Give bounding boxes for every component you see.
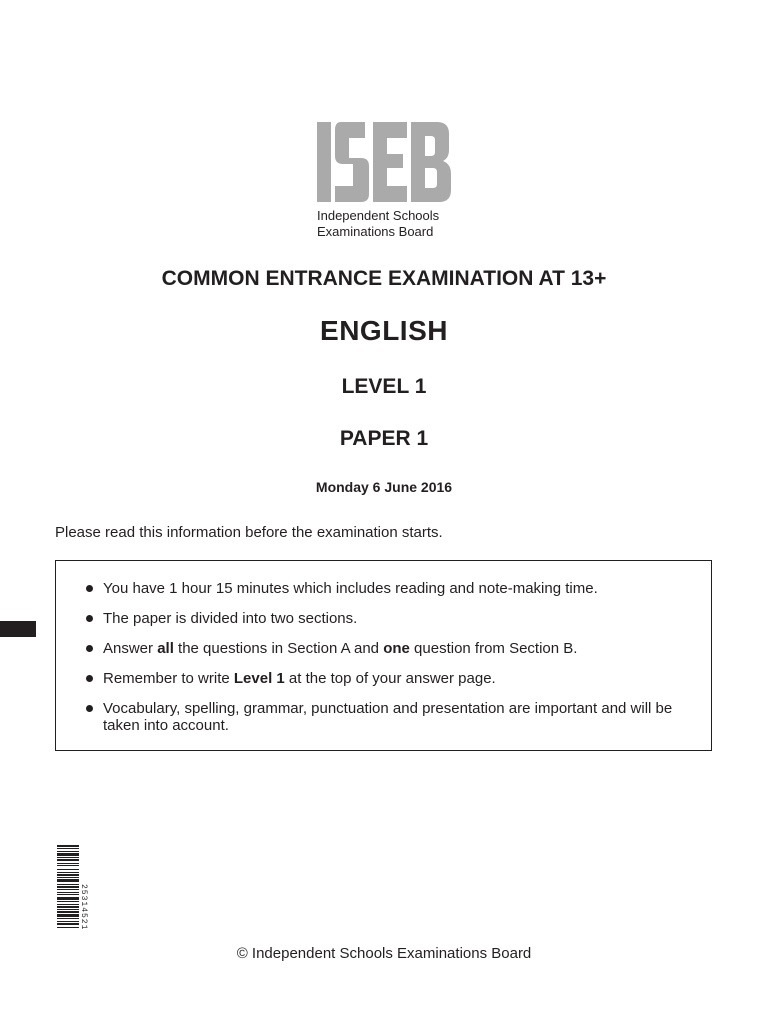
barcode-bar (57, 892, 79, 893)
barcode-bar (57, 909, 79, 910)
instructions-list (86, 580, 686, 747)
barcode-number: 25314521 (79, 884, 88, 931)
barcode-bar (57, 879, 79, 882)
instructions-box (55, 560, 712, 751)
instruction-emphasis: Level 1 (233, 670, 285, 687)
instruction-item (86, 580, 686, 597)
instruction-text: Answer (103, 640, 158, 657)
barcode-bar (57, 865, 79, 866)
bullet-icon (86, 645, 93, 652)
barcode-bar (57, 921, 79, 922)
bullet-icon (86, 705, 93, 712)
instruction-text: the questions in Section A and (173, 640, 384, 657)
instruction-item (86, 670, 686, 687)
instruction-text: Vocabulary, spelling, grammar, punctuation and presentation are important and will be taken into account. (103, 700, 673, 734)
barcode-bar (57, 894, 79, 895)
barcode-number-container (79, 884, 89, 944)
barcode-bar (57, 889, 79, 890)
barcode-bar (57, 851, 79, 852)
logo-subtitle-line1: Independent Schools (317, 208, 440, 223)
instruction-text: at the top of your answer page. (284, 670, 496, 687)
iseb-logo-mark (317, 122, 452, 202)
bullet-icon (86, 585, 93, 592)
barcode-bar (57, 877, 79, 878)
barcode-bar (57, 863, 79, 864)
barcode-bar (57, 869, 79, 870)
barcode-bar (57, 872, 79, 873)
barcode-bar (57, 911, 79, 913)
instruction-text: question from Section B. (409, 640, 578, 657)
barcode-bar (57, 859, 79, 861)
instruction-item (86, 700, 686, 734)
exam-title: COMMON ENTRANCE EXAMINATION AT 13+ (161, 267, 607, 290)
copyright-footer: © Independent Schools Examinations Board (236, 945, 532, 962)
barcode-bar (57, 918, 79, 919)
bullet-icon (86, 675, 93, 682)
instruction-emphasis: all (157, 640, 174, 657)
barcode-bar (57, 886, 79, 888)
barcode-bar (57, 927, 79, 928)
barcode-bar (57, 853, 79, 856)
instruction-text: The paper is divided into two sections. (103, 610, 358, 627)
logo-subtitle-line2: Examinations Board (317, 224, 434, 239)
barcode-bar (57, 848, 79, 849)
intro-text: Please read this information before the examination starts. (55, 524, 443, 541)
barcode-bar (57, 897, 79, 900)
bullet-icon (86, 615, 93, 622)
paper-title: PAPER 1 (339, 427, 429, 450)
barcode-bar (57, 923, 79, 925)
instruction-item (86, 610, 686, 627)
exam-date: Monday 6 June 2016 (315, 479, 453, 495)
barcode-bar (57, 845, 79, 847)
subject-title: ENGLISH (320, 315, 448, 346)
iseb-logo (310, 118, 460, 248)
instruction-emphasis: one (383, 640, 410, 657)
barcode-bar (57, 906, 79, 908)
level-title: LEVEL 1 (341, 375, 427, 398)
side-registration-mark (0, 621, 36, 637)
barcode-bar (57, 884, 79, 885)
instruction-item (86, 640, 686, 657)
barcode-bar (57, 857, 79, 858)
instruction-text: Remember to write (103, 670, 234, 687)
instruction-text: You have 1 hour 15 minutes which includes reading and note-making time. (103, 580, 598, 597)
barcode-bar (57, 914, 79, 917)
barcode-bar (57, 874, 79, 876)
barcode-bar (57, 904, 79, 905)
barcode-bar (57, 901, 79, 902)
